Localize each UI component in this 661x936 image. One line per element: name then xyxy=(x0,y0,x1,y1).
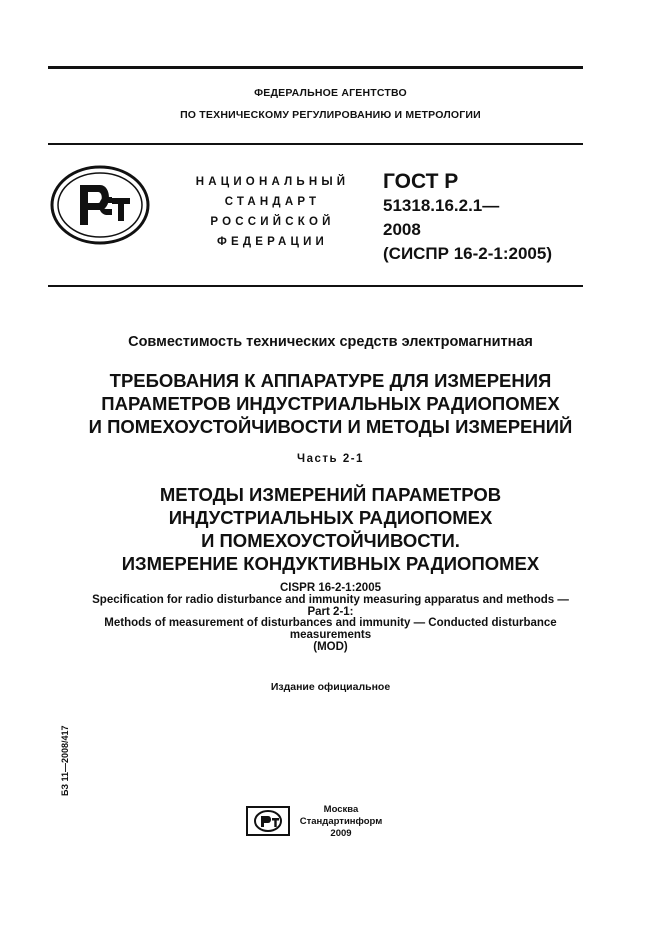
designation-line-4: (СИСПР 16-2-1:2005) xyxy=(383,244,552,263)
standard-type xyxy=(180,172,365,252)
standard-designation xyxy=(383,170,552,266)
edition-label: Издание официальное xyxy=(270,681,391,693)
publisher-info xyxy=(296,804,386,840)
english-line-6: (MOD) xyxy=(313,640,348,653)
header-rule xyxy=(48,143,583,145)
main-title-line-2: ПАРАМЕТРОВ ИНДУСТРИАЛЬНЫХ РАДИОПОМЕХ xyxy=(101,393,560,414)
gost-r-logo xyxy=(50,165,150,245)
agency-line-2: ПО ТЕХНИЧЕСКОМУ РЕГУЛИРОВАНИЮ И МЕТРОЛОГИИ xyxy=(180,109,481,121)
publisher-year: 2009 xyxy=(330,828,352,839)
standard-type-line-3: РОССИЙСКОЙ xyxy=(210,216,335,228)
publisher-name: Стандартинформ xyxy=(299,816,383,827)
standard-type-line-2: СТАНДАРТ xyxy=(224,196,321,208)
part-title-line-2: ИНДУСТРИАЛЬНЫХ РАДИОПОМЕХ xyxy=(168,507,493,528)
english-line-5: measurements xyxy=(289,629,372,642)
main-title xyxy=(0,369,661,438)
part-title-line-1: МЕТОДЫ ИЗМЕРЕНИЙ ПАРАМЕТРОВ xyxy=(159,484,502,505)
part-label: Часть 2-1 xyxy=(297,453,364,465)
standard-type-line-1: НАЦИОНАЛЬНЫЙ xyxy=(195,176,350,188)
designation-line-3: 2008 xyxy=(383,220,421,239)
publisher-logo xyxy=(246,806,290,836)
main-title-line-1: ТРЕБОВАНИЯ К АППАРАТУРЕ ДЛЯ ИЗМЕРЕНИЯ xyxy=(109,370,552,391)
subtitle: Совместимость технических средств электромагнитная xyxy=(128,334,533,350)
part-title-line-4: ИЗМЕРЕНИЕ КОНДУКТИВНЫХ РАДИОПОМЕХ xyxy=(121,553,540,574)
top-rule xyxy=(48,66,583,69)
standard-type-line-4: ФЕДЕРАЦИИ xyxy=(216,236,329,248)
english-line-2: Specification for radio disturbance and immunity measuring apparatus and methods — xyxy=(92,593,569,606)
part-title-line-3: И ПОМЕХОУСТОЙЧИВОСТИ. xyxy=(201,530,460,551)
designation-line-2: 51318.16.2.1— xyxy=(383,196,500,215)
side-code: БЗ 11—2008/417 xyxy=(60,725,70,796)
english-reference xyxy=(0,583,661,654)
part-title xyxy=(0,483,661,575)
english-line-1: CISPR 16-2-1:2005 xyxy=(280,582,381,594)
designation-rule xyxy=(48,285,583,287)
designation-line-1: ГОСТ Р xyxy=(383,170,459,193)
publisher-city: Москва xyxy=(323,804,359,815)
agency-line-1: ФЕДЕРАЛЬНОЕ АГЕНТСТВО xyxy=(254,87,407,99)
main-title-line-3: И ПОМЕХОУСТОЙЧИВОСТИ И МЕТОДЫ ИЗМЕРЕНИЙ xyxy=(88,416,573,437)
english-line-3: Part 2-1: xyxy=(307,605,354,618)
english-line-4: Methods of measurement of disturbances and immunity — Conducted disturbance xyxy=(104,617,557,630)
